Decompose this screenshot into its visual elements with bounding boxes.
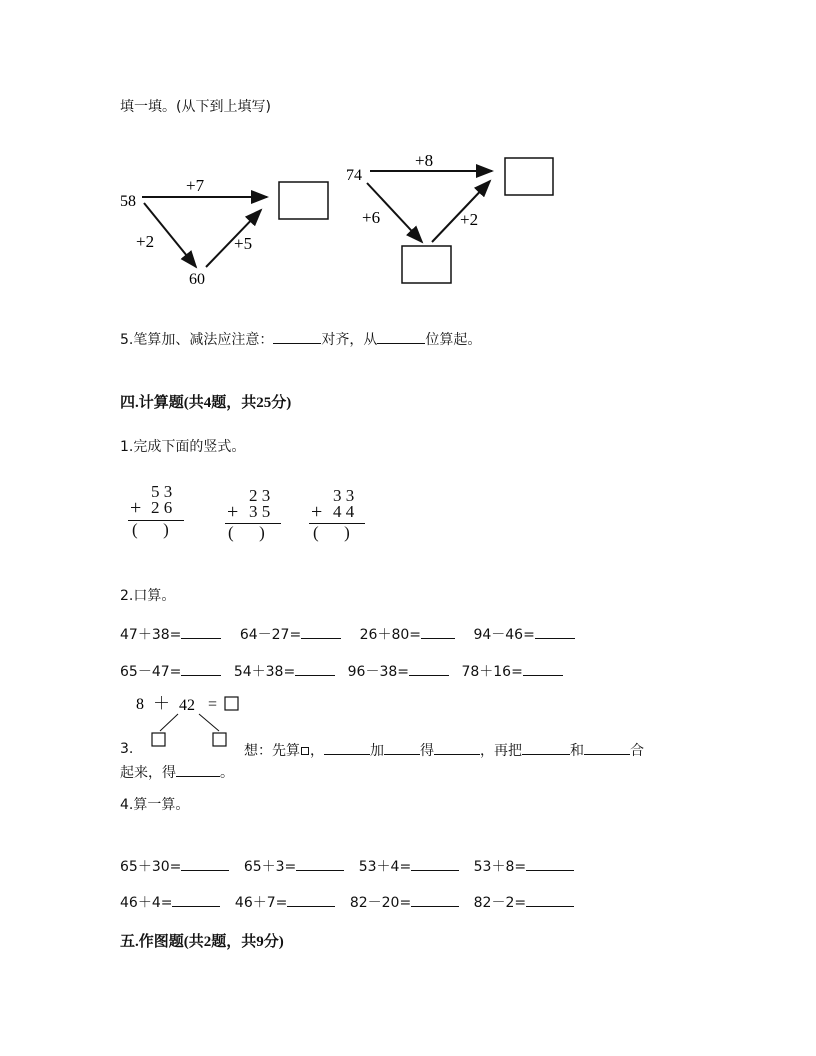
addend-second: 3 5 [249,502,271,521]
split-number-b: 42 [179,697,195,714]
answer-blank[interactable] [273,329,321,344]
split-number-a: 8 [136,696,144,713]
answer-blank[interactable] [377,329,425,344]
question-4-3-line2: 起来，得 。 [120,762,234,782]
diagram1-left-op: +2 [136,232,155,251]
answer-blank[interactable] [523,661,563,676]
answer-blank[interactable] [434,740,480,755]
split-plus: ＋ [153,694,170,713]
answer-blank[interactable] [421,624,455,639]
section-5-title: 五.作图题(共2题，共9分) [120,934,284,950]
answer-blank[interactable] [384,740,420,755]
answer-blank[interactable] [522,740,570,755]
question-5: 5.笔算加、减法应注意： 对齐，从 位算起。 [120,329,481,349]
addend-top: 2 3 [249,486,271,505]
split-equals: = [208,696,218,713]
mental-math-row-1: 47＋38= 64－27= 26＋80= 94－46= [120,624,575,644]
split-line-left [160,714,178,731]
diagram2-start: 74 [346,167,362,184]
addend-top: 5 3 [151,482,173,501]
diagram1-start: 58 [120,193,136,210]
addend-top: 3 3 [333,486,355,505]
result-blank[interactable]: ( ) [228,523,265,542]
answer-blank[interactable] [181,624,221,639]
answer-blank[interactable] [409,661,449,676]
split-box-left [152,733,165,746]
diagram2-top-answer-box [505,158,553,195]
question-4-2: 2.口算。 [120,588,176,604]
answer-blank[interactable] [411,856,459,871]
question-4-1: 1.完成下面的竖式。 [120,439,246,455]
answer-blank[interactable] [526,856,574,871]
answer-blank[interactable] [296,856,344,871]
answer-blank[interactable] [324,740,370,755]
split-diagram [128,690,248,750]
vertical-addition-1 [126,484,196,544]
diagram1-right-op: +5 [234,234,253,253]
result-blank[interactable]: ( ) [313,523,350,542]
fill-instruction: 填一填。(从下到上填写) [120,99,271,115]
answer-blank[interactable] [176,762,220,777]
diagram2-top-op: +8 [415,151,434,170]
answer-blank[interactable] [287,892,335,907]
arrow-diagram-1 [110,165,340,295]
answer-blank[interactable] [172,892,220,907]
diagram2-right-op: +2 [460,210,479,229]
result-blank[interactable]: ( ) [132,520,169,539]
diagram1-top-op: +7 [186,176,205,195]
question-4-3-number: 3. [120,741,134,757]
answer-blank[interactable] [526,892,574,907]
answer-blank[interactable] [584,740,630,755]
vertical-addition-2 [222,488,292,548]
small-box-icon [301,747,309,755]
plus-sign: + [130,497,142,519]
answer-blank[interactable] [181,661,221,676]
mental-math-row-2: 65－47= 54＋38= 96－38= 78＋16= [120,661,563,681]
plus-sign: + [227,501,239,523]
answer-blank[interactable] [411,892,459,907]
split-result-box [225,697,238,710]
answer-blank[interactable] [295,661,335,676]
arrow-diagram-2 [340,145,565,290]
calc-row-2: 46＋4= 46＋7= 82－20= 82－2= [120,892,574,912]
vertical-addition-3 [307,488,377,548]
diagram1-bottom: 60 [189,271,205,288]
diagram2-bottom-answer-box [402,246,451,283]
question-4-4: 4.算一算。 [120,797,190,813]
split-line-right [199,714,219,731]
answer-blank[interactable] [301,624,341,639]
diagram1-answer-box [279,182,328,219]
addend-second: 4 4 [333,502,355,521]
answer-blank[interactable] [535,624,575,639]
split-box-right [213,733,226,746]
addend-second: 2 6 [151,498,173,517]
answer-blank[interactable] [181,856,229,871]
diagram2-left-op: +6 [362,208,381,227]
plus-sign: + [311,501,323,523]
section-4-title: 四.计算题(共4题，共25分) [120,395,292,411]
calc-row-1: 65＋30= 65＋3= 53＋4= 53＋8= [120,856,574,876]
question-4-3-line1: 想：先算 ， 加 得 ，再把 和 合 [244,740,644,760]
